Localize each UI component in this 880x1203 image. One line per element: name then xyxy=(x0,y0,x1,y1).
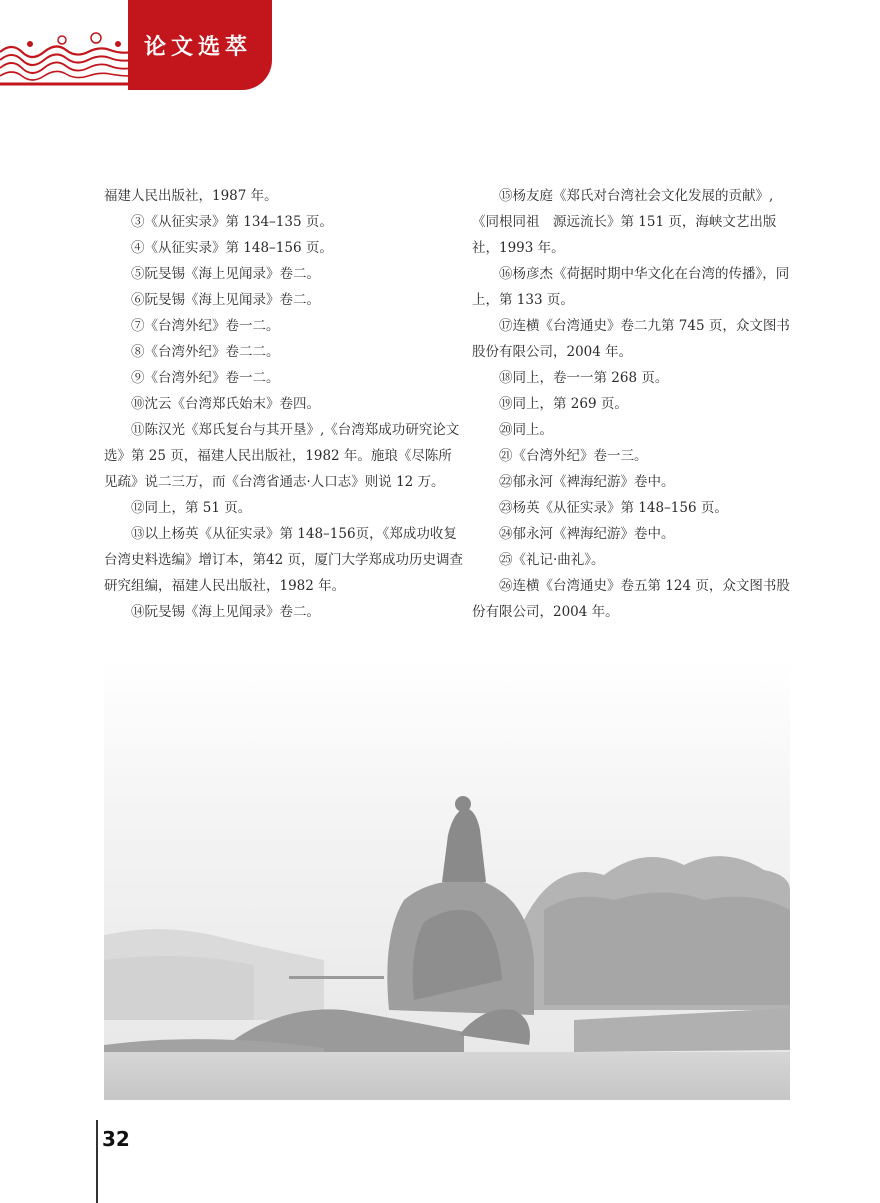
footnote: ⑪陈汉光《郑氏复台与其开垦》,《台湾郑成功研究论文选》第 25 页，福建人民出版社，1982 年。施琅《尽陈所见疏》说二三万，而《台湾省通志·人口志》则说 12 万。 xyxy=(104,422,460,490)
footnote: ㉑《台湾外纪》卷一三。 xyxy=(499,448,648,464)
footnote: ㉓杨英《从征实录》第 148–156 页。 xyxy=(499,500,728,516)
footnote: ③《从征实录》第 134–135 页。 xyxy=(131,214,333,230)
page-margin-line xyxy=(96,1120,98,1203)
notes-column-left xyxy=(104,183,464,625)
footnote: ㉕《礼记·曲礼》。 xyxy=(499,552,605,568)
notes-column-right xyxy=(472,183,792,625)
footnote: ⑰连横《台湾通史》卷二九第 745 页，众文图书股份有限公司，2004 年。 xyxy=(472,318,790,360)
section-title-box xyxy=(128,0,272,90)
footnote: ⑳同上。 xyxy=(499,422,553,438)
footnote: ⑦《台湾外纪》卷一二。 xyxy=(131,318,280,334)
footnote: ㉖连横《台湾通史》卷五第 124 页，众文图书股份有限公司，2004 年。 xyxy=(472,578,790,620)
footnote: ④《从征实录》第 148–156 页。 xyxy=(131,240,333,256)
footnote: ⑲同上，第 269 页。 xyxy=(499,396,628,412)
footnote: ㉔郁永河《裨海纪游》卷中。 xyxy=(499,526,675,542)
footnote: ⑮杨友庭《郑氏对台湾社会文化发展的贡献》,《同根同祖 源远流长》第 151 页，海峡文艺出版社，1993 年。 xyxy=(472,188,777,256)
footnote: 福建人民出版社，1987 年。 xyxy=(104,188,278,204)
wave-decoration xyxy=(0,0,132,90)
footnote: ⑤阮旻锡《海上见闻录》卷二。 xyxy=(131,266,320,282)
footnote: ⑨《台湾外纪》卷一二。 xyxy=(131,370,280,386)
footnote: ⑥阮旻锡《海上见闻录》卷二。 xyxy=(131,292,320,308)
footnote: ⑩沈云《台湾郑氏始末》卷四。 xyxy=(131,396,320,412)
footnote: ⑬以上杨英《从征实录》第 148–156页，《郑成功收复台湾史料选编》增订本，第42 页，厦门大学郑成功历史调查研究组编，福建人民出版社，1982 年。 xyxy=(104,526,463,594)
footnote: ⑫同上，第 51 页。 xyxy=(131,500,252,516)
section-header xyxy=(0,0,272,90)
footnote: ⑧《台湾外纪》卷二二。 xyxy=(131,344,280,360)
footnote: ㉒郁永河《裨海纪游》卷中。 xyxy=(499,474,675,490)
footnote: ⑭阮旻锡《海上见闻录》卷二。 xyxy=(131,604,320,620)
section-title: 论文选萃 xyxy=(144,35,253,60)
page-number: 32 xyxy=(102,1127,130,1151)
footnote: ⑱同上，卷一一第 268 页。 xyxy=(499,370,669,386)
footnote: ⑯杨彦杰《荷据时期中华文化在台湾的传播》，同上，第 133 页。 xyxy=(472,266,790,308)
statue-landscape-photo xyxy=(104,660,790,1100)
